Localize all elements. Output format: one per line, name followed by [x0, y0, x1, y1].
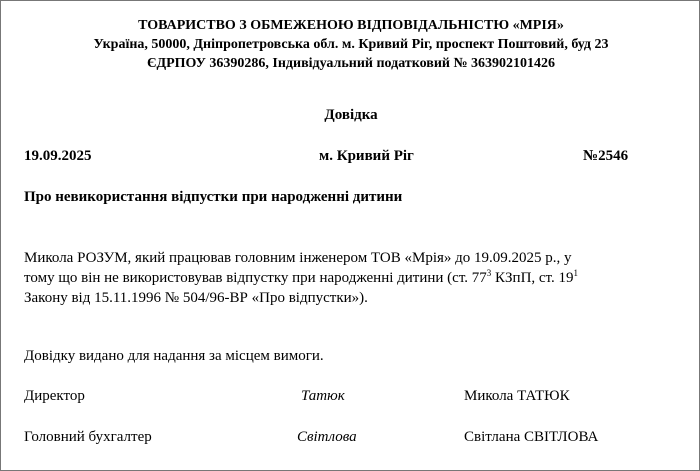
signature-name-director: Микола ТАТЮК: [464, 388, 570, 404]
body-line-1: Микола РОЗУМ, який працював головним інженером ТОВ «Мрія» до 19.09.2025 р., у: [24, 250, 572, 266]
body-line-2-text-b: КЗпП, ст. 19: [491, 270, 574, 286]
handwritten-signature-accountant: Світлова: [297, 429, 357, 445]
body-line-2-superscript-b: 1: [573, 268, 578, 278]
body-line-2: [24, 268, 578, 288]
handwritten-signature-director: Татюк: [301, 388, 345, 404]
issuance-note: Довідку видано для надання за місцем вимоги.: [24, 348, 324, 364]
document-number: №2546: [583, 148, 629, 164]
document-subject: Про невикористання відпустки при народженні дитини: [24, 189, 403, 205]
organization-address: Україна, 50000, Дніпропетровська обл. м. Кривий Ріг, проспект Поштовий, буд 23: [93, 37, 609, 52]
document-city: м. Кривий Ріг: [319, 148, 414, 164]
document-date: 19.09.2025: [24, 148, 92, 164]
body-line-3: Закону від 15.11.1996 № 504/96-ВР «Про відпустки»).: [24, 290, 368, 306]
organization-name: ТОВАРИСТВО З ОБМЕЖЕНОЮ ВІДПОВІДАЛЬНІСТЮ «МРІЯ»: [138, 18, 564, 33]
document-title: Довідка: [324, 107, 378, 123]
signature-position-director: Директор: [24, 388, 85, 404]
body-line-2-superscript-a: 3: [486, 268, 492, 278]
body-line-2-text-a: тому що він не використовував відпустку при народженні дитини (ст. 77: [24, 270, 487, 286]
signature-position-accountant: Головний бухгалтер: [24, 429, 152, 445]
organization-registry: ЄДРПОУ 36390286, Індивідуальний податковий № 363902101426: [146, 56, 556, 71]
signature-name-accountant: Світлана СВІТЛОВА: [464, 429, 599, 445]
